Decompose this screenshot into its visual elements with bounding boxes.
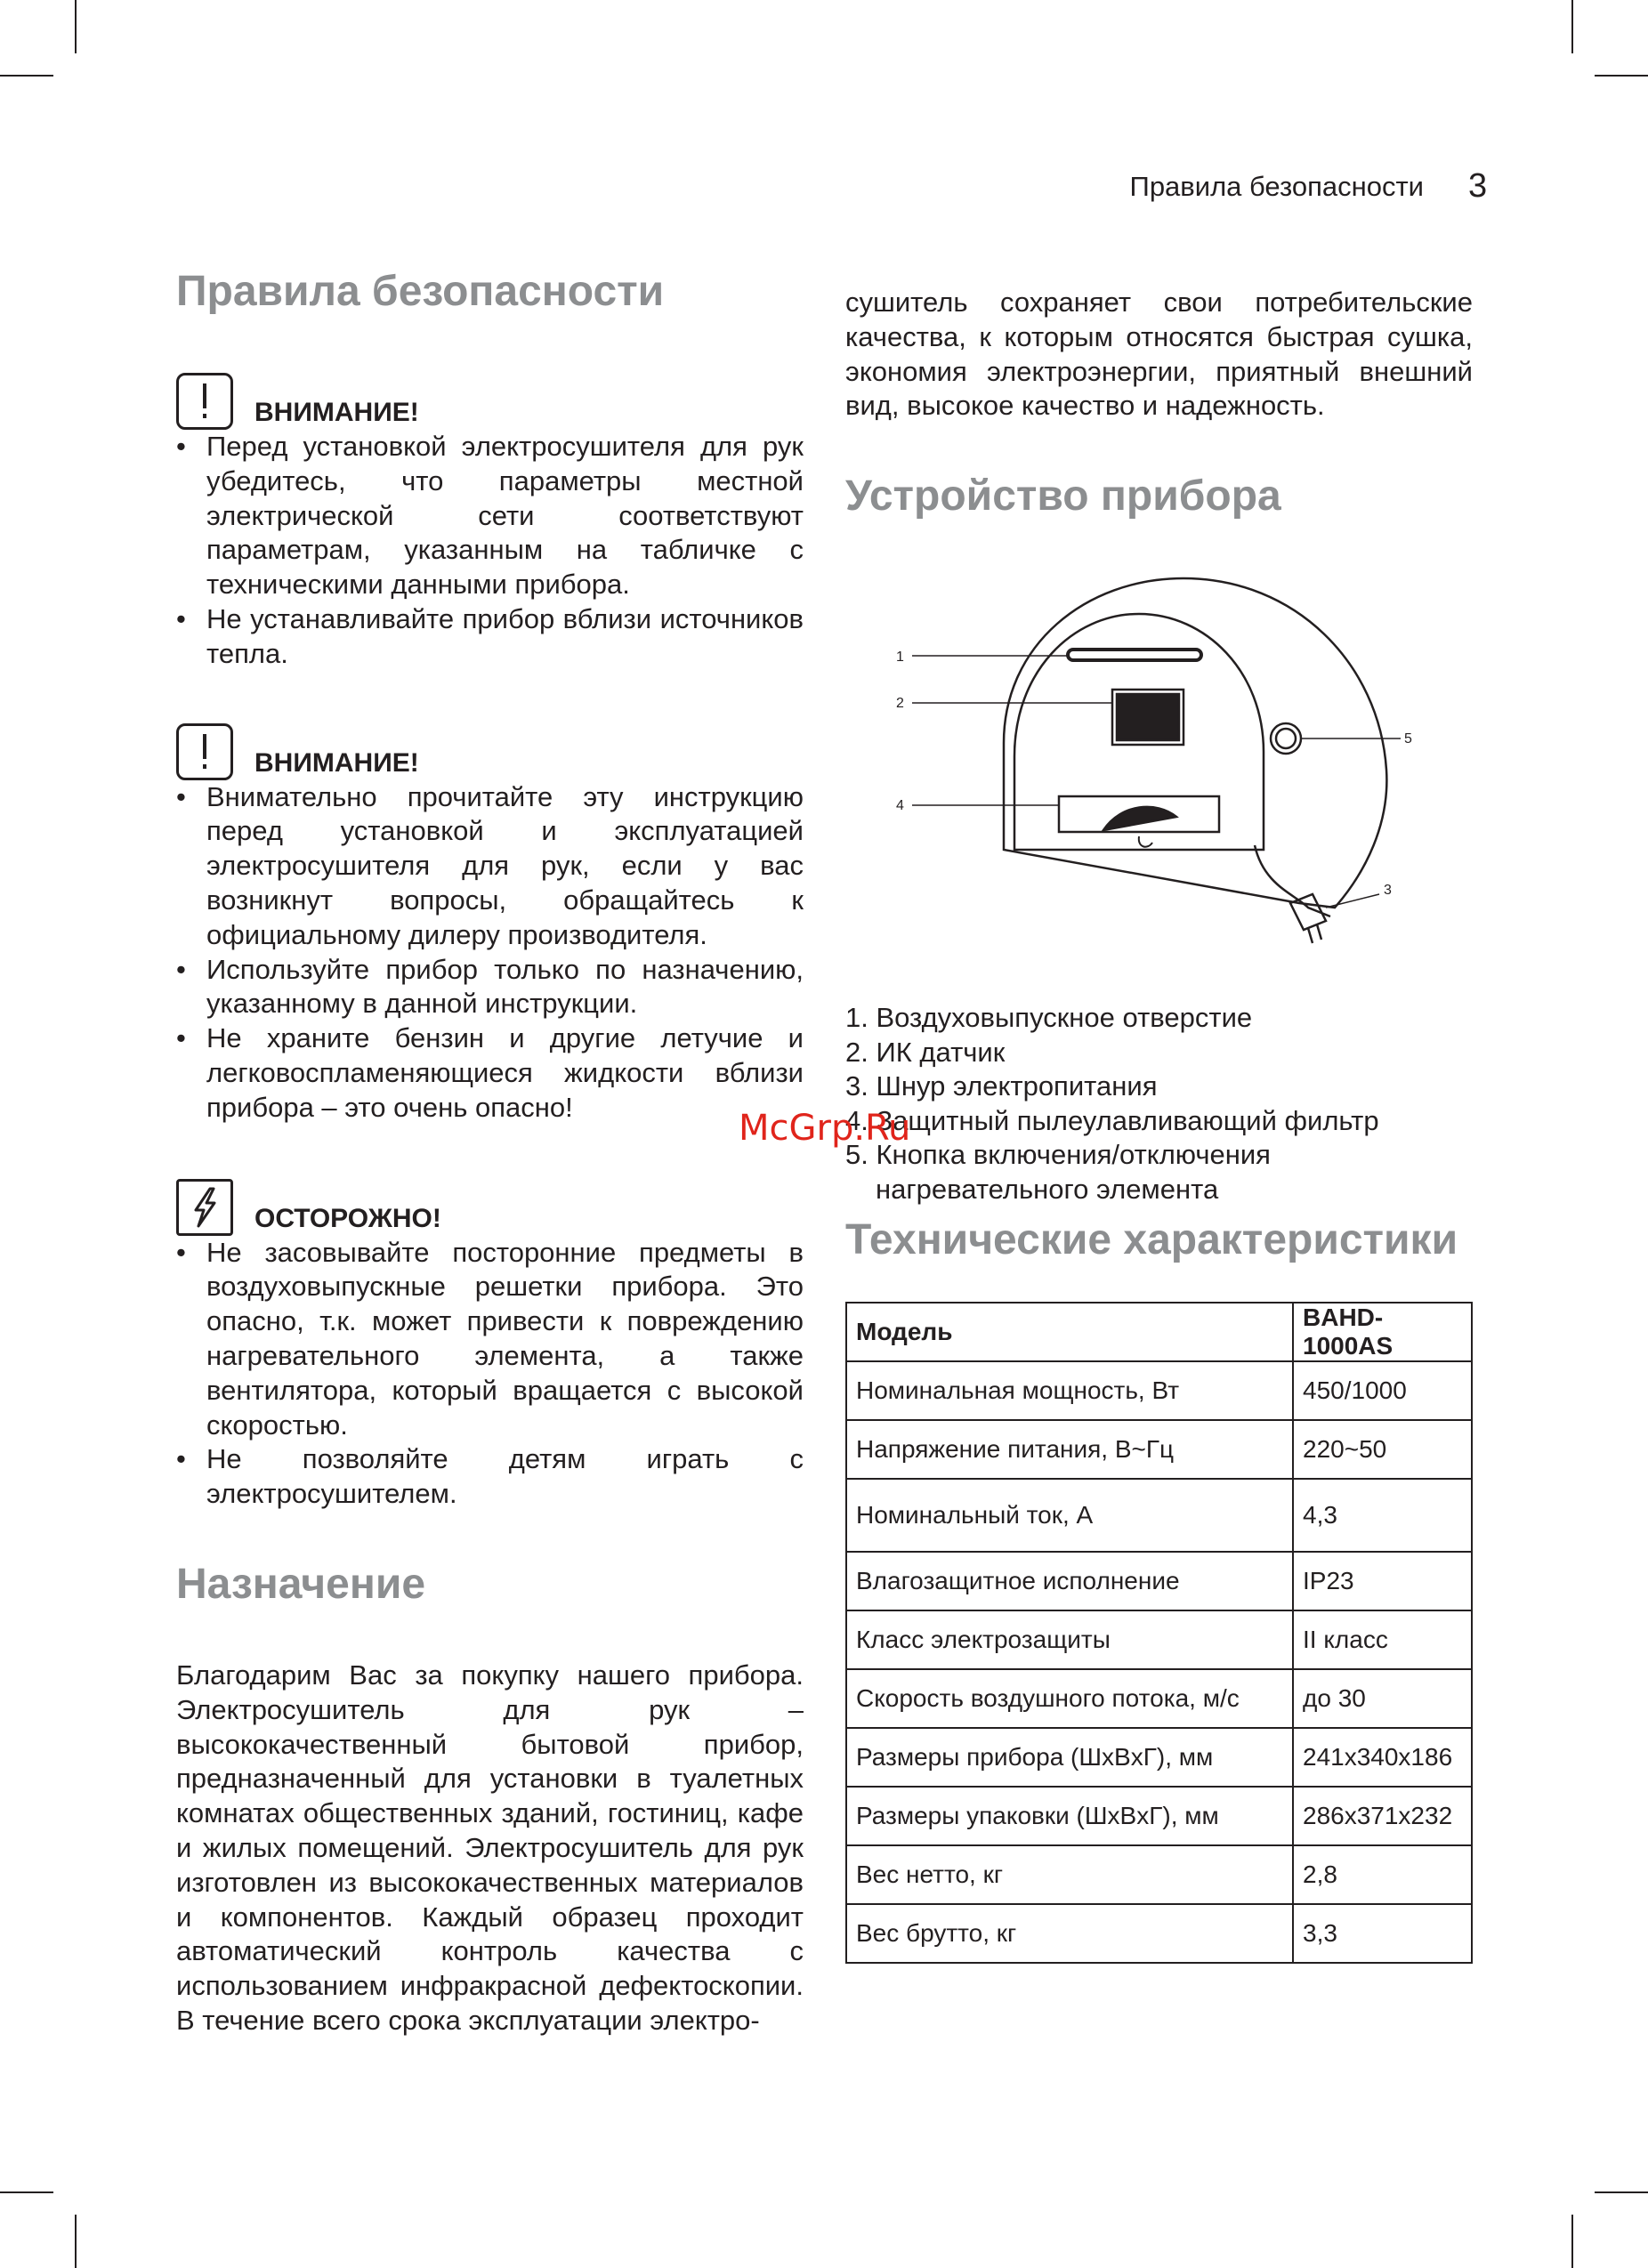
table-cell: Вес нетто, кг (846, 1845, 1293, 1904)
list-item: • Не храните бензин и другие летучие и легковоспламеняющиеся жидкости вблизи прибора – это очень опасно! (176, 1021, 804, 1125)
crop-mark (1595, 75, 1648, 77)
list-item: 1. Воздуховыпускное отверстие (845, 1002, 1253, 1034)
table-header-row (846, 1303, 1472, 1361)
table-cell: до 30 (1293, 1669, 1472, 1728)
device-heading: Устройство прибора (845, 472, 1281, 521)
table-cell: 3,3 (1293, 1904, 1472, 1963)
exclamation-glyph (198, 382, 211, 421)
crop-mark (1571, 2215, 1573, 2268)
list-item: • Используйте прибор только по назначению, указанному в данной инструкции. (176, 953, 804, 1022)
warning-block-2 (176, 709, 804, 780)
warning-label: ВНИМАНИЕ! (254, 398, 419, 427)
running-header-title: Правила безопасности (1129, 171, 1424, 202)
crop-mark (0, 2191, 53, 2193)
right-column (845, 286, 1473, 1964)
table-cell: II класс (1293, 1610, 1472, 1669)
table-row (846, 1787, 1472, 1845)
table-cell: Класс электрозащиты (846, 1610, 1293, 1669)
table-cell: Размеры упаковки (ШxВxГ), мм (846, 1787, 1293, 1845)
spec-table (845, 1302, 1473, 1964)
table-row (846, 1552, 1472, 1610)
table-row (846, 1728, 1472, 1787)
purpose-heading: Назначение (176, 1560, 426, 1608)
list-item: • Внимательно прочитайте эту инструкцию перед установкой и эксплуатацией электросушителя для рук, если у вас возникнут вопросы, обращайтесь к официальному дилеру производителя. (176, 780, 804, 953)
table-cell: 2,8 (1293, 1845, 1472, 1904)
list-item: 3. Шнур электропитания (845, 1070, 1158, 1102)
table-cell: Напряжение питания, В~Гц (846, 1420, 1293, 1479)
table-row (846, 1669, 1472, 1728)
parts-list (845, 1001, 1473, 1207)
list-item: • Не засовывайте посторонние предметы в воздуховыпускные решетки прибора. Это опасно, т.к. может привести к повреждению нагревательного элемента, а также вентилятора, который вращается с высокой скоростью. (176, 1236, 804, 1443)
crop-mark (75, 2215, 77, 2268)
air-outlet-slot (1068, 650, 1201, 660)
purpose-paragraph: Благодарим Вас за покупку нашего прибора. Электросушитель для рук – высококачественный бытовой прибор, предназначенный для установки в туалетных комнатах общественных зданий, гостиниц, кафе и жилых помещений. Электросушитель для рук изготовлен из высококачественных материалов и компонентов. Каждый образец проходит автоматический контроль качества с использованием инфракрасной дефектоскопии. В течение всего срока эксплуатации электро- (176, 1659, 804, 2036)
table-row (846, 1479, 1472, 1552)
table-row (846, 1845, 1472, 1904)
exclamation-icon (176, 723, 233, 780)
table-cell: Влагозащитное исполнение (846, 1552, 1293, 1610)
lightning-icon (176, 1179, 233, 1236)
table-cell: Вес брутто, кг (846, 1904, 1293, 1963)
callout-4: 4 (896, 798, 904, 814)
table-cell: Модель (846, 1303, 1293, 1361)
table-cell: Номинальная мощность, Вт (846, 1361, 1293, 1420)
crop-mark (75, 0, 77, 53)
warning-list-2 (176, 780, 804, 1126)
callout-5: 5 (1404, 731, 1412, 747)
caution-list (176, 1236, 804, 1512)
plug (1290, 894, 1326, 930)
table-cell: Скорость воздушного потока, м/с (846, 1669, 1293, 1728)
continued-paragraph: сушитель сохраняет свои потребительские качества, к которым относятся быстрая сушка, экономия электроэнергии, приятный внешний вид, высокое качество и надежность. (845, 287, 1473, 422)
table-cell: 450/1000 (1293, 1361, 1472, 1420)
table-cell: IP23 (1293, 1552, 1472, 1610)
list-item: 5. Кнопка включения/отключения нагревательного элемента (845, 1139, 1271, 1205)
left-column (176, 267, 804, 2038)
warning-list-1 (176, 430, 804, 672)
table-cell: Номинальный ток, А (846, 1479, 1293, 1552)
safety-heading: Правила безопасности (176, 268, 665, 315)
list-item: • Перед установкой электросушителя для рук убедитесь, что параметры местной электрической сети соответствуют параметрам, указанным на табличке с техническими данными прибора. (176, 430, 804, 602)
ir-sensor (1117, 694, 1179, 740)
callout-3: 3 (1384, 883, 1392, 899)
table-row (846, 1420, 1472, 1479)
table-cell: Размеры прибора (ШxВxГ), мм (846, 1728, 1293, 1787)
callout-2: 2 (896, 696, 904, 712)
caution-label: ОСТОРОЖНО! (254, 1203, 441, 1233)
list-item: • Не устанавливайте прибор вблизи источников тепла. (176, 602, 804, 672)
callout-1: 1 (896, 650, 904, 666)
spec-heading: Технические характеристики (845, 1216, 1458, 1264)
table-cell: 286x371x232 (1293, 1787, 1472, 1845)
exclamation-glyph (198, 732, 211, 771)
exclamation-icon (176, 373, 233, 430)
table-cell: BAHD-1000AS (1293, 1303, 1472, 1361)
crop-mark (1571, 0, 1573, 53)
table-row (846, 1361, 1472, 1420)
table-cell: 4,3 (1293, 1479, 1472, 1552)
list-item: 4. Защитный пылеулавливающий фильтр (845, 1104, 1379, 1136)
table-row (846, 1610, 1472, 1669)
list-item: 2. ИК датчик (845, 1036, 1006, 1068)
table-cell: 241x340x186 (1293, 1728, 1472, 1787)
list-item: • Не позволяйте детям играть с электросушителем. (176, 1442, 804, 1512)
watermark: McGrp.Ru (739, 1108, 911, 1149)
caution-block (176, 1165, 804, 1236)
lightning-glyph (187, 1186, 222, 1229)
crop-mark (1595, 2191, 1648, 2193)
warning-block-1 (176, 359, 804, 430)
crop-mark (0, 75, 53, 77)
device-diagram (845, 565, 1473, 948)
warning-label: ВНИМАНИЕ! (254, 747, 419, 778)
table-row (846, 1904, 1472, 1963)
table-cell: 220~50 (1293, 1420, 1472, 1479)
page-number: 3 (1468, 167, 1488, 205)
